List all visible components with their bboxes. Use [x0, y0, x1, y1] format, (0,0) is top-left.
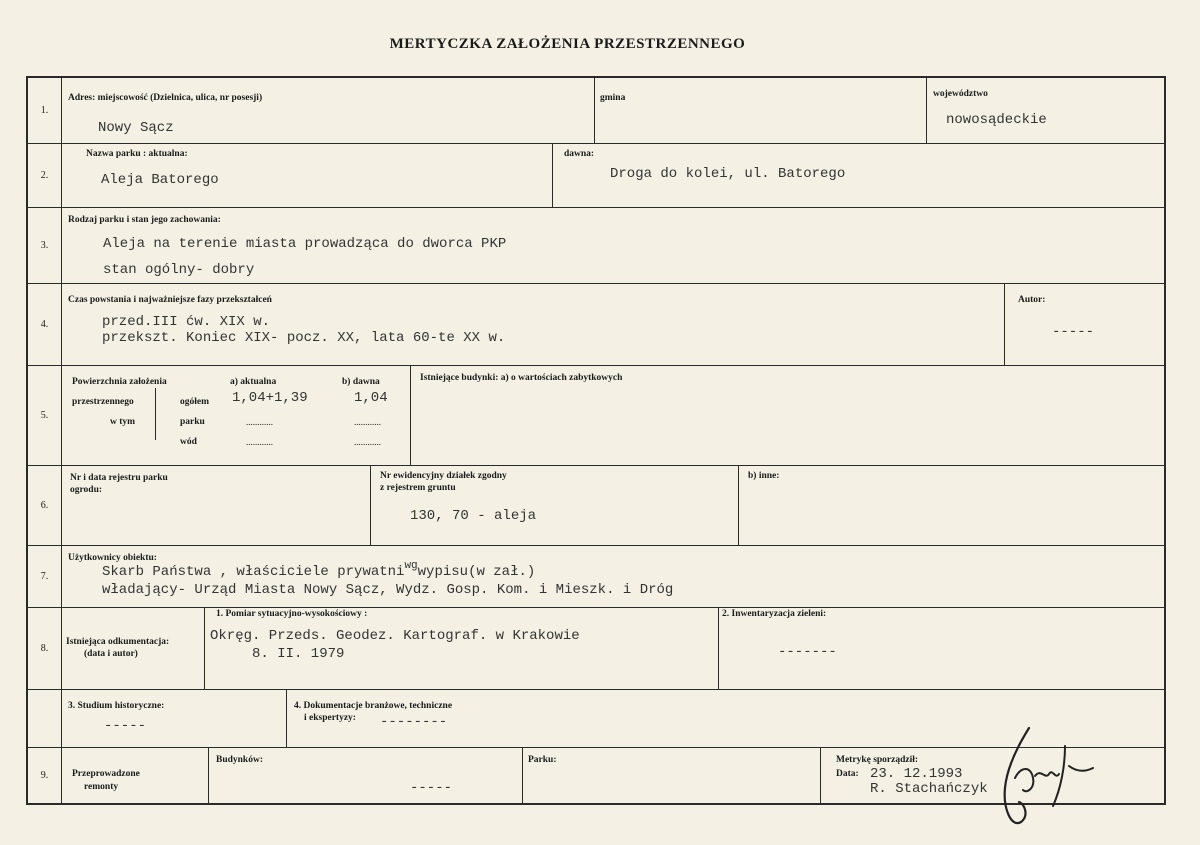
remonty-label-1: Przeprowadzone	[72, 769, 140, 779]
wojewodztwo-label: województwo	[933, 89, 988, 99]
branz-label-1: 4. Dokumentacje branżowe, techniczne	[294, 701, 453, 711]
divider	[594, 78, 595, 143]
park-name-value: Aleja Batorego	[101, 172, 219, 188]
page-title: MERTYCZKA ZAŁOŻENIA PRZESTRZENNEGO	[389, 36, 746, 52]
remonty-label-2: remonty	[84, 782, 119, 792]
row-2-park-name	[28, 144, 1164, 208]
type-line-2: stan ogólny- dobry	[103, 262, 255, 278]
inw-value: -------	[778, 644, 837, 660]
history-label: Czas powstania i najważniejsze fazy przekształceń	[68, 295, 272, 305]
divider	[522, 748, 523, 803]
row-number: 4.	[28, 284, 62, 365]
dotted-line: ............	[354, 437, 381, 447]
bracket-line	[155, 388, 156, 440]
pomiar-label: 1. Pomiar sytuacyjno-wysokościowy :	[216, 609, 368, 619]
metryczka-form	[26, 76, 1166, 805]
przestrzennego-label: przestrzennego	[72, 397, 134, 407]
autor-value: -----	[1052, 324, 1095, 340]
dotted-line: ............	[246, 437, 273, 447]
aktualna-label: a) aktualna	[230, 377, 277, 387]
row-5-area	[28, 366, 1164, 466]
branz-value: --------	[380, 714, 448, 730]
divider	[718, 608, 719, 689]
parku-label: Parku:	[528, 755, 557, 765]
row-6-register	[28, 466, 1164, 546]
divider	[208, 748, 209, 803]
studium-label: 3. Studium historyczne:	[68, 701, 165, 711]
metryke-label: Metrykę sporządził:	[836, 755, 919, 765]
dotted-line: ............	[354, 417, 381, 427]
users-line-2: władający- Urząd Miasta Nowy Sącz, Wydz. Gosp. Kom. i Mieszk. i Dróg	[102, 582, 674, 598]
dawna-label: dawna:	[564, 149, 595, 159]
row-number: 9.	[28, 748, 62, 803]
register-label-1: Nr i data rejestru parku	[70, 473, 168, 483]
ewid-label-1: Nr ewidencyjny działek zgodny	[380, 471, 507, 481]
users-line-1a: Skarb Państwa , właściciele prywatni	[102, 564, 405, 580]
wtym-label: w tym	[110, 417, 136, 427]
data-label: Data:	[836, 769, 859, 779]
dotted-line: ............	[246, 417, 273, 427]
row-4-history	[28, 284, 1164, 366]
row-number: 6.	[28, 466, 62, 545]
row-number: 3.	[28, 208, 62, 283]
history-line-2: przekszt. Koniec XIX- pocz. XX, lata 60-te XX w.	[102, 330, 506, 346]
users-label: Użytkownicy obiektu:	[68, 553, 157, 563]
gmina-label: gmina	[600, 93, 626, 103]
row-7-users	[28, 546, 1164, 608]
budynkow-label: Budynków:	[216, 755, 263, 765]
inne-label: b) inne:	[748, 471, 780, 481]
history-line-1: przed.III ćw. XIX w.	[102, 314, 271, 330]
ogolem-label: ogółem	[180, 397, 210, 407]
studium-value: -----	[104, 718, 147, 734]
park-name-label: Nazwa parku : aktualna:	[86, 149, 188, 159]
dawna-value: 1,04	[354, 390, 388, 406]
divider	[410, 366, 411, 465]
wojewodztwo-value: nowosądeckie	[946, 112, 1047, 128]
users-line-1	[102, 560, 536, 580]
type-label: Rodzaj parku i stan jego zachowania:	[68, 215, 221, 225]
pomiar-line-1: Okręg. Przeds. Geodez. Kartograf. w Krakowie	[210, 628, 580, 644]
row-3-type	[28, 208, 1164, 284]
budynki-label: Istniejące budynki: a) o wartościach zabytkowych	[420, 373, 623, 383]
ewid-label-2: z rejestrem gruntu	[380, 483, 456, 493]
aktualna-value: 1,04+1,39	[232, 390, 308, 406]
area-label: Powierzchnia założenia	[72, 377, 167, 387]
signature-image	[985, 718, 1095, 833]
row-number: 5.	[28, 366, 62, 465]
inw-label: 2. Inwentaryzacja zieleni:	[722, 609, 827, 619]
address-label: Adres: miejscowość (Dzielnica, ulica, nr posesji)	[68, 93, 263, 103]
branz-label-2: i ekspertyzy:	[304, 713, 356, 723]
address-value: Nowy Sącz	[98, 120, 174, 136]
users-line-1-sup: wg	[404, 560, 418, 572]
row-number-empty	[28, 690, 62, 747]
author-value: R. Stachańczyk	[870, 781, 988, 797]
divider	[552, 144, 553, 207]
row-1-address	[28, 78, 1164, 144]
divider	[1004, 284, 1005, 365]
users-line-1b: wypisu(w zał.)	[417, 564, 536, 580]
type-line-1: Aleja na terenie miasta prowadząca do dworca PKP	[103, 236, 507, 252]
divider	[926, 78, 927, 143]
dawna-label: b) dawna	[342, 377, 380, 387]
autor-label: Autor:	[1018, 295, 1046, 305]
row-number: 7.	[28, 546, 62, 607]
data-value: 23. 12.1993	[870, 766, 963, 782]
divider	[286, 690, 287, 747]
row-number: 2.	[28, 144, 62, 207]
pomiar-line-2: 8. II. 1979	[252, 646, 345, 662]
dok-label-1: Istniejąca odkumentacja:	[66, 637, 170, 647]
row-number: 1.	[28, 78, 62, 143]
row-8-documentation	[28, 608, 1164, 690]
divider	[820, 748, 821, 803]
wod-label: wód	[180, 437, 197, 447]
divider	[370, 466, 371, 545]
register-label-2: ogrodu:	[70, 485, 103, 495]
budynkow-value: -----	[410, 780, 453, 796]
divider	[204, 608, 205, 689]
divider	[738, 466, 739, 545]
parku-label: parku	[180, 417, 205, 427]
ewid-value: 130, 70 - aleja	[410, 508, 537, 524]
row-number: 8.	[28, 608, 62, 689]
dok-label-2: (data i autor)	[84, 649, 138, 659]
dawna-value: Droga do kolei, ul. Batorego	[610, 166, 846, 182]
